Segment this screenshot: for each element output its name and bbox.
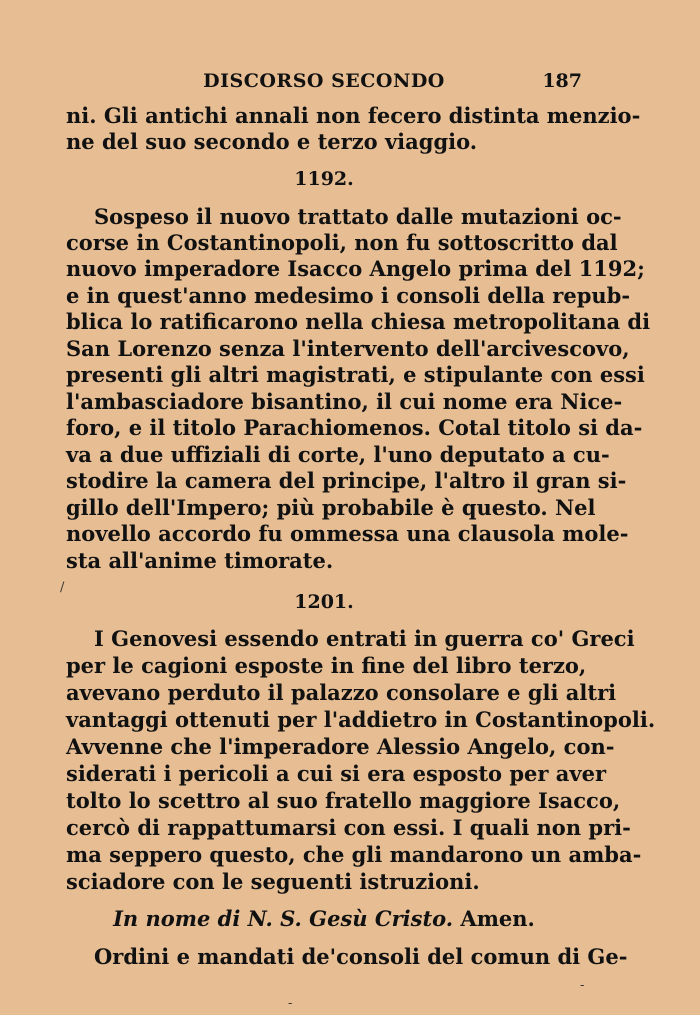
text-line: blica lo ratificarono nella chiesa metropolitana di (66, 309, 651, 334)
text-line: e in quest'anno medesimo i consoli della repub- (66, 283, 631, 308)
text-line: per le cagioni esposte in fine del libro terzo, (66, 653, 587, 678)
text-line: siderati i pericoli a cui si era esposto per aver (66, 761, 607, 786)
text-line: nuovo imperadore Isacco Angelo prima del 1192; (66, 256, 645, 281)
stray-mark: - (580, 978, 585, 993)
text-line: va a due uffiziali di corte, l'uno deputato a cu- (66, 442, 610, 467)
text-line: stodire la camera del principe, l'altro il gran si- (66, 468, 627, 493)
text-line: avevano perduto il palazzo consolare e gli altri (66, 680, 617, 705)
text-line: vantaggi ottenuti per l'addietro in Costantinopoli. (66, 707, 656, 732)
text-line: Avvenne che l'imperadore Alessio Angelo, con- (66, 734, 615, 759)
text-line: corse in Costantinopoli, non fu sottoscritto dal (66, 230, 618, 255)
text-line: cercò di rappattumarsi con essi. I quali non pri- (66, 815, 631, 840)
text-line: Sospeso il nuovo trattato dalle mutazioni oc- (94, 204, 622, 229)
text-line: sciadore con le seguenti istruzioni. (66, 869, 480, 894)
text-line: Ordini e mandati de'consoli del comun di Ge- (94, 944, 628, 969)
invocation-italic: In nome di N. S. Gesù Cristo. (113, 906, 454, 931)
invocation-amen: Amen. (460, 906, 535, 931)
text-line: I Genovesi essendo entrati in guerra co' Greci (94, 626, 635, 651)
year-heading-1201: 1201. (294, 591, 354, 613)
stray-mark: / (60, 580, 65, 595)
year-heading-1192: 1192. (294, 168, 354, 190)
text-line: ne del suo secondo e terzo viaggio. (66, 129, 478, 154)
text-line: l'ambasciadore bisantino, il cui nome era Nice- (66, 389, 623, 414)
text-line: presenti gli altri magistrati, e stipulante con essi (66, 362, 645, 387)
text-line: sta all'anime timorate. (66, 548, 334, 573)
text-line: ma seppero questo, che gli mandarono un amba- (66, 842, 642, 867)
invocation-line (66, 906, 582, 932)
text-line: gillo dell'Impero; più probabile è questo. Nel (66, 495, 596, 520)
running-header (66, 70, 582, 100)
header-title: DISCORSO SECONDO (203, 70, 445, 92)
stray-mark: - (288, 996, 293, 1011)
text-line: ni. Gli antichi annali non fecero distinta menzio- (66, 103, 641, 128)
text-line: tolto lo scettro al suo fratello maggiore Isacco, (66, 788, 621, 813)
text-line: San Lorenzo senza l'intervento dell'arcivescovo, (66, 336, 630, 361)
page-number: 187 (542, 70, 582, 92)
text-line: foro, e il titolo Parachiomenos. Cotal titolo si da- (66, 415, 643, 440)
text-line: novello accordo fu ommessa una clausola mole- (66, 521, 629, 546)
